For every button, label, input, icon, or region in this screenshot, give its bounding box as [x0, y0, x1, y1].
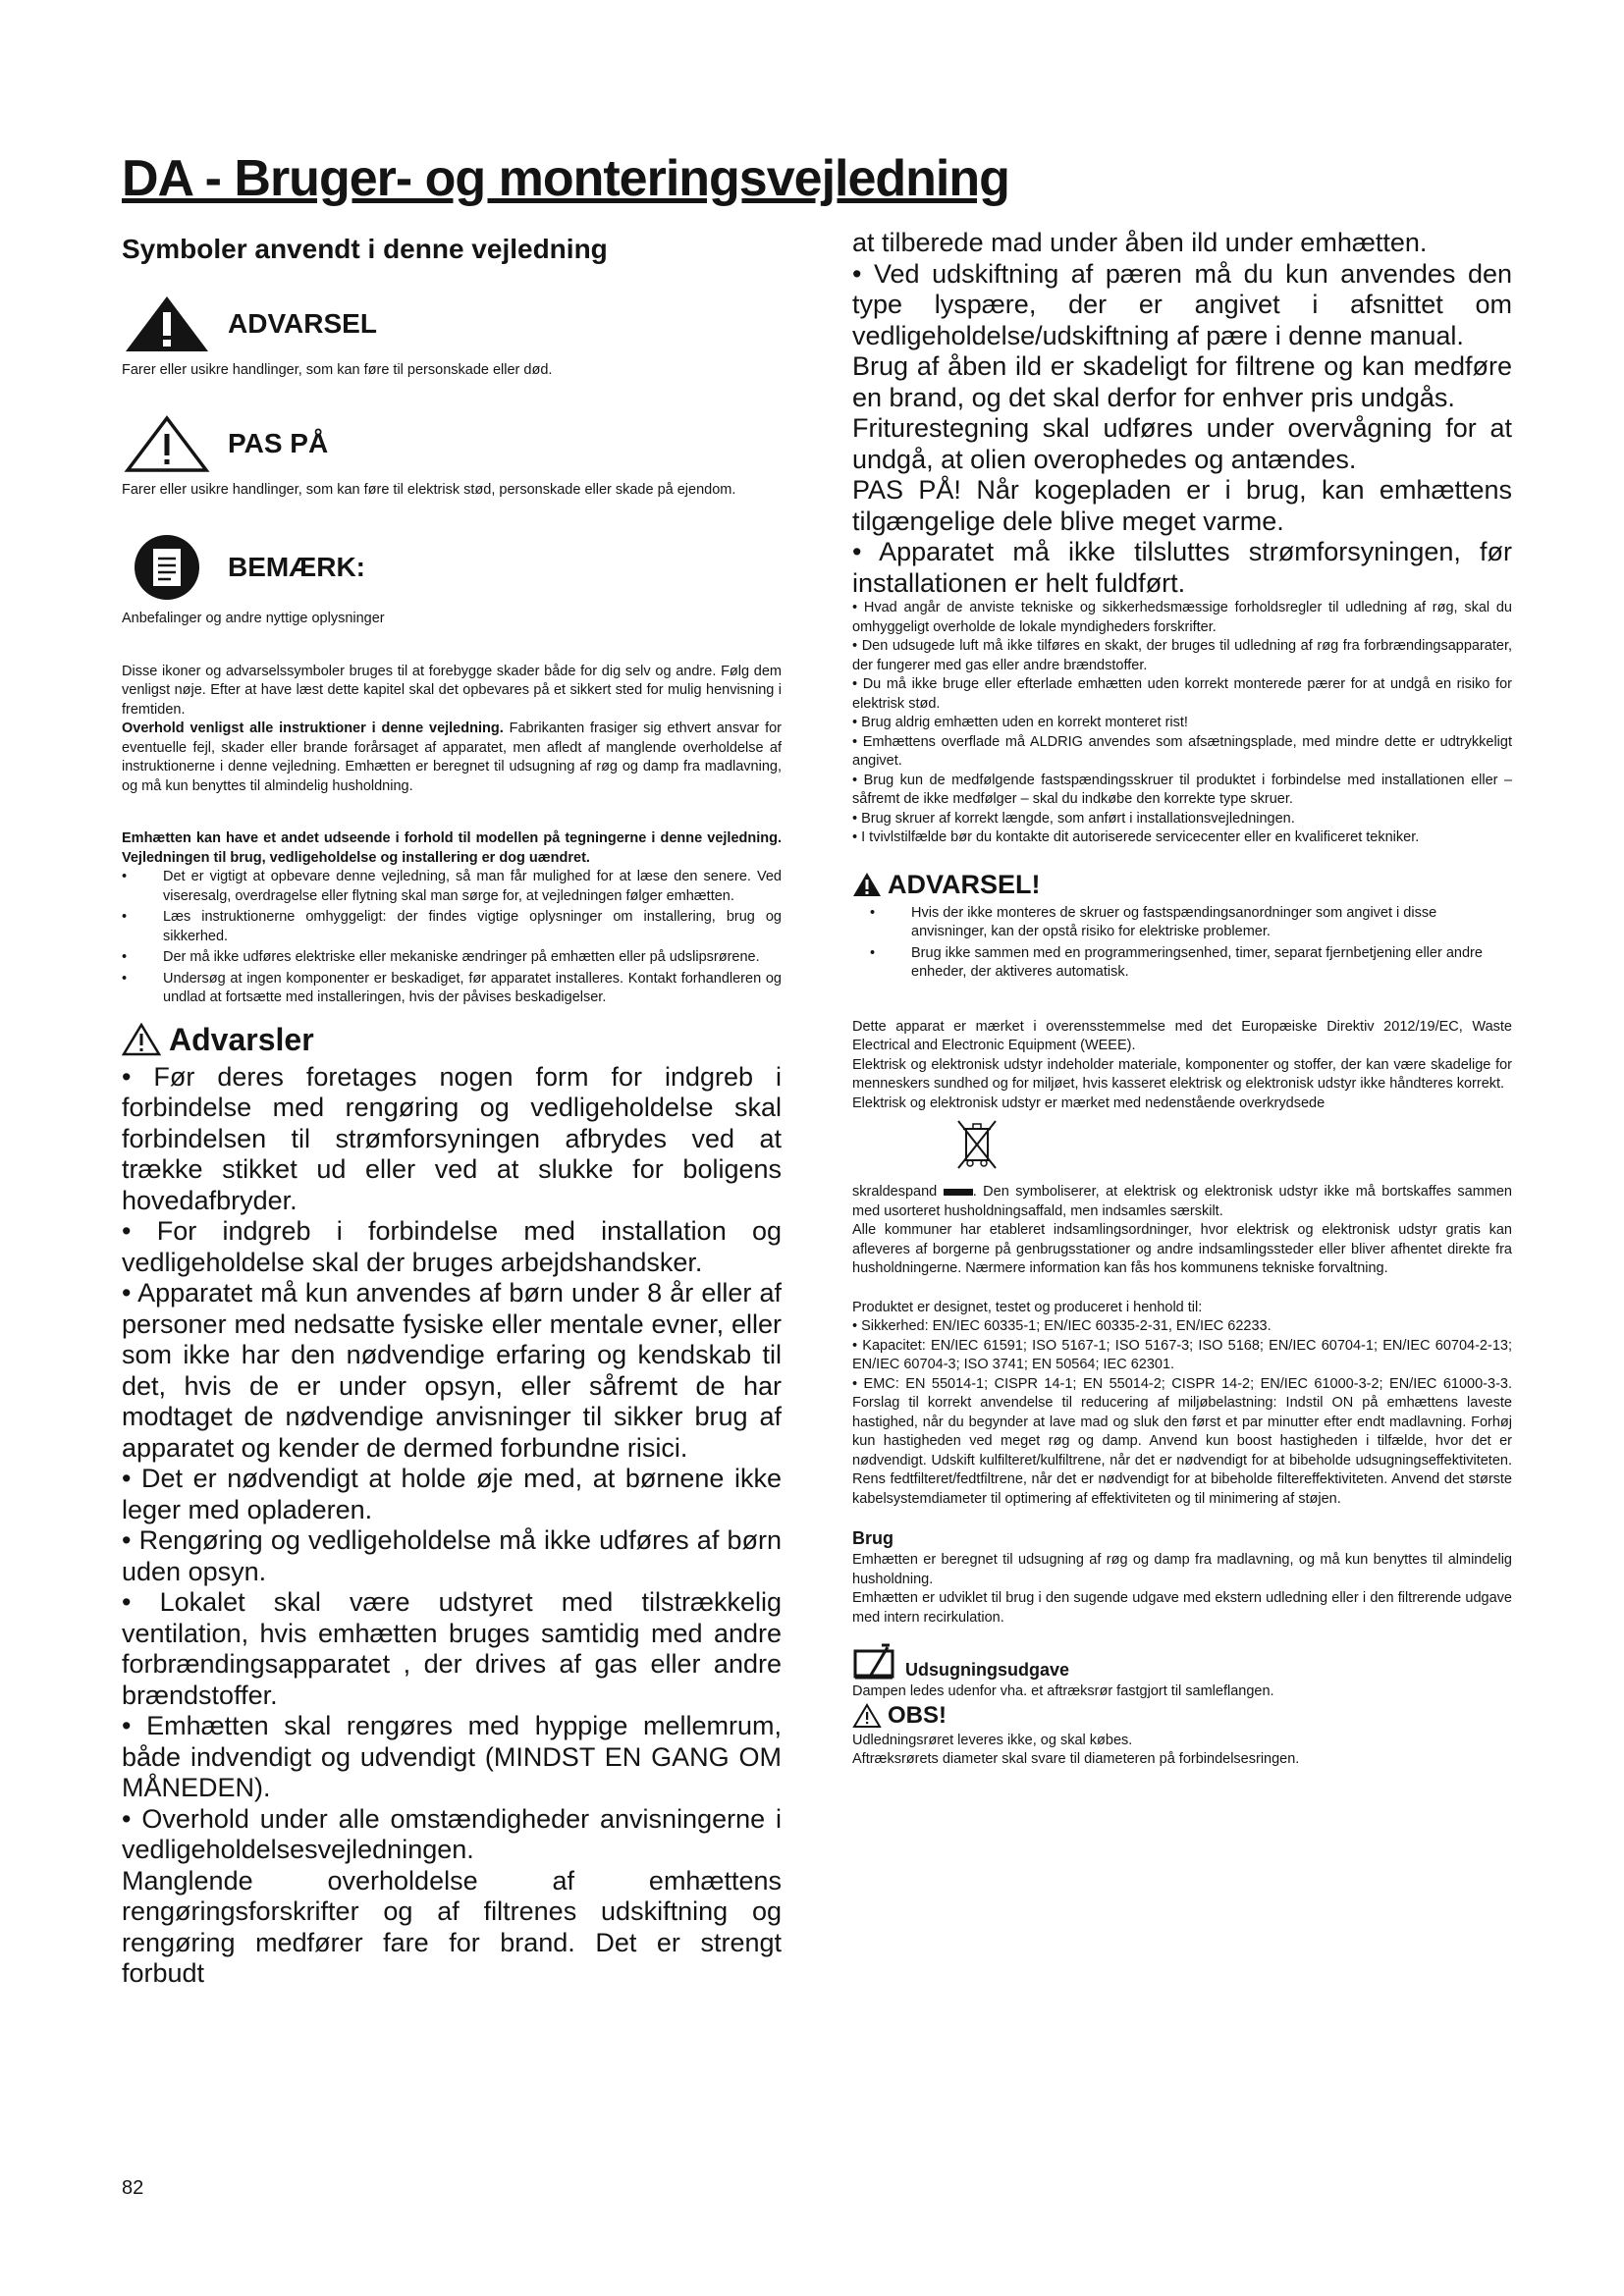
list-item-text: Brug skruer af korrekt længde, som anført i installationsvejledningen. — [861, 810, 1295, 827]
bin-underline-bar — [944, 1189, 973, 1196]
weee-paragraph-1: Dette apparat er mærket i overensstemmelse med det Europæiske Direktiv 2012/19/EC, Waste Electrical and Electronic Equipment (WEEE). — [852, 1018, 1512, 1053]
list-item-text: Brug aldrig emhætten uden en korrekt monteret rist! — [861, 715, 1188, 730]
extraction-hood-icon — [852, 1641, 899, 1681]
list-item-text: Du må ikke bruge eller efterlade emhætten uden korrekt monterede pærer for at undgå en risiko for elektrisk stød. — [852, 676, 1512, 712]
list-item: • Undersøg at ingen komponenter er beskadiget, før apparatet installeres. Kontakt forhandleren og undlad at fortsætte med installeringen, hvis der påvises beskadigelser. — [122, 970, 782, 1008]
standards-item: • Kapacitet: EN/IEC 61591; ISO 5167-1; ISO 5167-3; ISO 5168; EN/IEC 60704-1; EN/IEC 60704-2-13; EN/IEC 60704-3; ISO 3741; EN 50564; IEC 62301. — [852, 1337, 1512, 1372]
udsugning-heading-row — [852, 1641, 1512, 1681]
standards-item: • EMC: EN 55014-1; CISPR 14-1; EN 55014-2; CISPR 14-2; EN/IEC 61000-3-2; EN/IEC 61000-3-3. Forslag til korrekt anvendelse til reducering af miljøbelastning: Indstil ON på emhættens laveste hastighed, når du begynder at lave mad og sluk den først et par minutter efter endt madlavning. Forhøj kun hastigheden ved meget røg og damp. Anvend kun boost hastigheden i tilfælde, hvor det er nødvendigt. Udskift kulfilteret/kulfiltrene, når det er nødvendigt for at bibeholde udsugningseffektiviteten. Rens fedtfilteret/fedtfiltrene, når det er nødvendigt for at bibeholde filtereffektiviteten. Anvend det største kabelsystemdiameter til optimering af effektiviteten og til minimering af støjen. — [852, 1375, 1512, 1507]
advarsler-paragraph: Friturestegning skal udføres under overvågning for at undgå, at olien overophedes og antændes. — [852, 413, 1512, 474]
list-item: • Læs instruktionerne omhyggeligt: der findes vigtige oplysninger om installering, brug og sikkerhed. — [122, 908, 782, 946]
advarsler-paragraph: • Før deres foretages nogen form for indgreb i forbindelse med rengøring og vedligeholdelse skal forbindelsen til strømforsyningen afbrydes ved at trække stikket ud eller ved at slukke for boligens hovedafbryder. — [122, 1061, 782, 1215]
advarsler-paragraph: • Rengøring og vedligeholdelse må ikke udføres af børn uden opsyn. — [122, 1525, 782, 1586]
caution-outline-icon — [122, 1023, 161, 1056]
right-column — [852, 228, 1512, 1770]
list-item-text: I tvivlstilfælde bør du kontakte dit autoriserede servicecenter eller en kvalificeret tekniker. — [861, 829, 1420, 845]
advarsler-paragraph: PAS PÅ! Når kogepladen er i brug, kan emhættens tilgængelige dele blive meget varme. — [852, 475, 1512, 536]
bemaerk-symbol-row — [122, 533, 782, 602]
advarsler-paragraph: • Det er nødvendigt at holde øje med, at børnene ikke leger med opladeren. — [122, 1464, 782, 1524]
advarsler-heading-row — [122, 1022, 782, 1058]
weee-paragraph-3: Elektrisk og elektronisk udstyr er mærket med nedenstående overkrydsede — [852, 1095, 1326, 1111]
advarsel-symbol-row — [122, 294, 782, 353]
symbols-heading: Symboler anvendt i denne vejledning — [122, 234, 608, 264]
list-item-text: Brug kun de medfølgende fastspændingsskruer til produktet i forbindelse med installationen eller – såfremt de ikke medfølger – skal du indkøbe den korrekte type skruer. — [852, 772, 1513, 807]
standards-item: • Sikkerhed: EN/IEC 60335-1; EN/IEC 60335-2-31, EN/IEC 62233. — [852, 1318, 1272, 1334]
weee-paragraph-4 — [852, 1183, 1512, 1221]
advarsel2-heading: ADVARSEL! — [888, 869, 1041, 899]
list-item-text: Emhættens overflade må ALDRIG anvendes som afsætningsplade, med mindre dette er udtrykkeligt angivet. — [852, 733, 1512, 769]
obs-heading-row — [852, 1702, 1512, 1730]
weee-paragraph-5: Alle kommuner har etableret indsamlingsordninger, hvor elektrisk og elektronisk udstyr gratis kan afleveres af borgerne på genbrugsstationer og andre indsamlingssteder eller bliver afhentet direkte fra husholdningerne. Nærmere information kan fås hos kommunens tekniske forvaltning. — [852, 1222, 1512, 1276]
list-item: • Brug skruer af korrekt længde, som anført i installationsvejledningen. — [852, 810, 1295, 827]
crossed-out-bin-icon — [954, 1119, 1000, 1172]
list-item: • I tvivlstilfælde bør du kontakte dit autoriserede servicecenter eller en kvalificeret tekniker. — [852, 829, 1420, 845]
advarsler-paragraph: • Apparatet må kun anvendes af børn under 8 år eller af personer med nedsatte fysiske eller mentale evner, eller som ikke har den nødvendige erfaring og kendskab til det, hvis de er under opsyn, eller såfremt de har modtaget de nødvendige anvisninger til sikker brug af apparatet og kender de dermed forbundne risici. — [122, 1278, 782, 1463]
weee-paragraph-4-start: skraldespand — [852, 1184, 938, 1200]
advarsler-paragraph: • Apparatet må ikke tilsluttes strømforsyningen, før installationen er helt fuldført. — [852, 537, 1512, 598]
intro-paragraph-2 — [122, 720, 782, 796]
list-item: • Det er vigtigt at opbevare denne vejledning, så man får mulighed for at læse den senere. Ved viseresalg, overdragelse eller flytning skal man sørge for, at vejledningen følger emhætten. — [122, 868, 782, 906]
paspa-symbol-row — [122, 414, 782, 473]
intro-paragraph-3 — [122, 829, 782, 868]
page-number: 82 — [122, 2177, 144, 2199]
list-item: • Brug ikke sammen med en programmeringsenhed, timer, separat fjernbetjening eller andre enheder, der aktiveres automatisk. — [852, 944, 1512, 983]
advarsler-paragraph: at tilberede mad under åben ild under emhætten. — [852, 228, 1428, 257]
brug-paragraph-2: Emhætten er udviklet til brug i den sugende udgave med ekstern udledning eller i den filtrerende udgave med intern recirkulation. — [852, 1590, 1512, 1626]
bemaerk-description: Anbefalinger og andre nyttige oplysninger — [122, 611, 385, 626]
brug-heading: Brug — [852, 1528, 893, 1548]
list-item: • Brug aldrig emhætten uden en korrekt monteret rist! — [852, 715, 1188, 730]
obs-paragraph-2: Aftræksrørets diameter skal svare til diameteren på forbindelsesringen. — [852, 1751, 1300, 1767]
list-item: • Den udsugede luft må ikke tilføres en skakt, der bruges til udledning af røg fra forbrændingsapparater, der fungerer med gas eller andre brændstoffer. — [852, 638, 1512, 673]
intro-paragraph-2-rest: Fabrikanten frasiger sig ethvert ansvar for eventuelle fejl, skader eller brande forårsaget af apparatet, men afledt af manglende overholdelse af instruktionerne i denne vejledning. Emhætten er beregnet til udsugning af røg og damp fra madlavning, og må kun benyttes til almindelig husholdning. — [122, 721, 783, 794]
standards-intro: Produktet er designet, testet og produceret i henhold til: — [852, 1299, 1203, 1315]
advarsler-paragraph: • Overhold under alle omstændigheder anvisningerne i vedligeholdelsesvejledningen. — [122, 1803, 782, 1864]
weee-paragraph-4-rest: . Den symboliserer, at elektrisk og elektronisk udstyr ikke må bortskaffes sammen med usorteret husholdningsaffald, men indsamles særskilt. — [852, 1184, 1512, 1219]
advarsler-paragraph: • For indgreb i forbindelse med installation og vedligeholdelse skal der bruges arbejdshandsker. — [122, 1216, 782, 1277]
warning-filled-icon — [852, 872, 882, 897]
intro-paragraph-3-bold: Emhætten kan have et andet udseende i forhold til modellen på tegningerne i denne vejledning. Vejledningen til brug, vedligeholdelse og installering er dog uændret. — [122, 830, 782, 866]
udsugning-text: Dampen ledes udenfor vha. et aftræksrør fastgjort til samleflangen. — [852, 1683, 1274, 1699]
list-item: • Du må ikke bruge eller efterlade emhætten uden korrekt monterede pærer for at undgå en risiko for elektrisk stød. — [852, 676, 1512, 712]
advarsler-paragraph: • Ved udskiftning af pæren må du kun anvendes den type lyspære, der er angivet i afsnittet om vedligeholdelse/udskiftning af pære i denne manual. — [852, 258, 1512, 350]
caution-outline-icon — [852, 1703, 882, 1729]
advarsel-label: ADVARSEL — [228, 308, 377, 339]
advarsel-description: Farer eller usikre handlinger, som kan føre til personskade eller død. — [122, 362, 553, 378]
paspa-label: PAS PÅ — [228, 427, 329, 458]
list-item: • Hvad angår de anviste tekniske og sikkerhedsmæssige forholdsregler til udledning af røg, skal du omhyggeligt overholde de lokale myndigheders forskrifter. — [852, 600, 1512, 635]
advarsler-small-bullets — [852, 599, 1512, 848]
note-document-icon — [122, 533, 212, 602]
left-column — [122, 234, 782, 1990]
advarsel2-list — [852, 904, 1512, 983]
list-item: • Emhættens overflade må ALDRIG anvendes som afsætningsplade, med mindre dette er udtrykkeligt angivet. — [852, 733, 1512, 769]
advarsel2-heading-row — [852, 870, 1512, 900]
obs-heading: OBS! — [888, 1701, 947, 1729]
intro-paragraph-1: Disse ikoner og advarselssymboler bruges til at forebygge skader både for dig selv og andre. Følg dem venligst nøje. Efter at have læst dette kapitel skal det opbevares på et sikkert sted for mulig henvisning i fremtiden. — [122, 663, 782, 718]
list-item: • Brug kun de medfølgende fastspændingsskruer til produktet i forbindelse med installationen eller – såfremt de ikke medfølger – skal du indkøbe den korrekte type skruer. — [852, 772, 1513, 807]
intro-paragraph-2-bold: Overhold venligst alle instruktioner i denne vejledning. — [122, 721, 504, 736]
advarsler-paragraph: Manglende overholdelse af emhættens rengøringsforskrifter og af filtrenes udskiftning og rengøring medfører fare for brand. Det er strengt forbudt — [122, 1865, 782, 1988]
caution-outline-icon — [122, 414, 212, 473]
warning-filled-icon — [122, 294, 212, 353]
page-title: DA - Bruger- og monteringsvejledning — [122, 150, 1009, 207]
weee-symbol — [954, 1119, 1512, 1177]
advarsler-paragraph: • Lokalet skal være udstyret med tilstrækkelig ventilation, hvis emhætten bruges samtidig med andre forbrændingsapparatet , der drives af gas eller andre brændstoffer. — [122, 1587, 782, 1710]
list-item-text: Den udsugede luft må ikke tilføres en skakt, der bruges til udledning af røg fra forbrændingsapparater, der fungerer med gas eller andre brændstoffer. — [852, 638, 1512, 673]
advarsler-heading: Advarsler — [169, 1021, 314, 1057]
obs-paragraph-1: Udledningsrøret leveres ikke, og skal købes. — [852, 1732, 1133, 1748]
advarsler-paragraph: Brug af åben ild er skadeligt for filtrene og kan medføre en brand, og det skal derfor for enhver pris undgås. — [852, 351, 1512, 412]
bemaerk-label: BEMÆRK: — [228, 552, 365, 582]
paspa-description: Farer eller usikre handlinger, som kan føre til elektrisk stød, personskade eller skade på ejendom. — [122, 481, 736, 498]
brug-paragraph-1: Emhætten er beregnet til udsugning af røg og damp fra madlavning, og må kun benyttes til almindelig husholdning. — [852, 1552, 1512, 1587]
advarsler-paragraph: • Emhætten skal rengøres med hyppige mellemrum, både indvendigt og udvendigt (MINDST EN GANG OM MÅNEDEN). — [122, 1711, 782, 1802]
udsugning-heading: Udsugningsudgave — [905, 1660, 1070, 1680]
weee-paragraph-2: Elektrisk og elektronisk udstyr indeholder materiale, komponenter og stoffer, der kan være skadelige for menneskers sundhed og for miljøet, hvis kasseret elektrisk og elektronisk udstyr ikke håndteres korrekt. — [852, 1056, 1512, 1092]
list-item-text: Hvad angår de anviste tekniske og sikkerhedsmæssige forholdsregler til udledning af røg, skal du omhyggeligt overholde de lokale myndigheders forskrifter. — [852, 600, 1512, 635]
list-item: • Der må ikke udføres elektriske eller mekaniske ændringer på emhætten eller på udslipsrørene. — [122, 948, 782, 968]
intro-bullet-list — [122, 868, 782, 1008]
list-item: • Hvis der ikke monteres de skruer og fastspændingsanordninger som angivet i disse anvisninger, kan der opstå risiko for elektriske problemer. — [852, 904, 1512, 942]
